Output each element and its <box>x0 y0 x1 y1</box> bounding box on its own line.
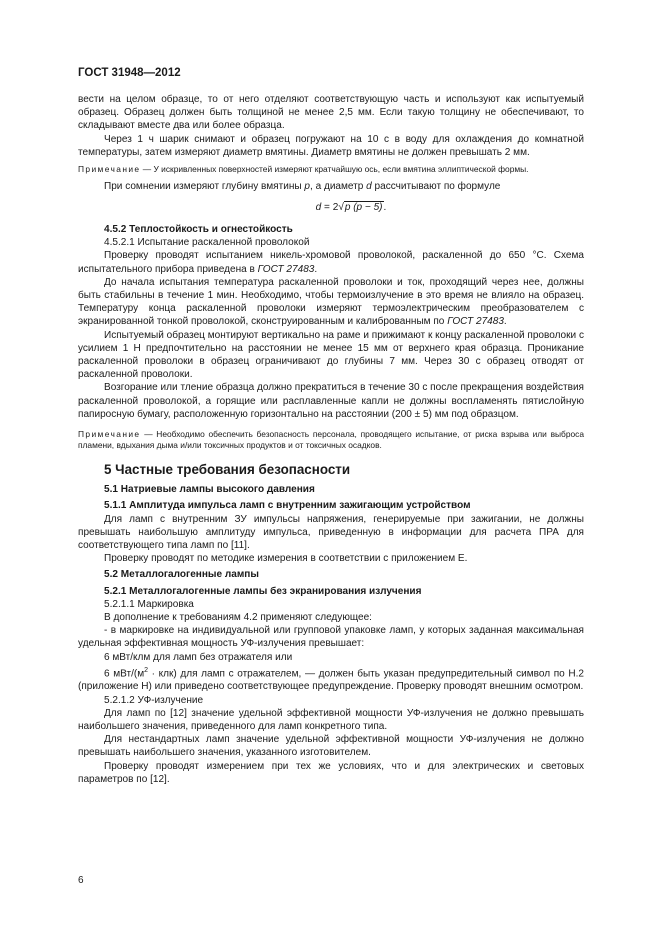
paragraph: Для ламп по [12] значение удельной эффективной мощности УФ-излучения не должно превышать наибольшего значения, приведенного для ламп конкретного типа. <box>78 707 584 732</box>
text-run: · клк) для ламп с отражателем, — должен быть указан предупредительный символ по Н.2 (приложение Н) или приведено соответствующее предупреждение. Проверку проводят внешним осмотром. <box>78 668 584 693</box>
section-heading: 5.1 Натриевые лампы высокого давления <box>104 484 315 496</box>
chapter-heading: 5 Частные требования безопасности <box>104 461 351 477</box>
paragraph <box>78 664 584 694</box>
text-run: При сомнении измеряют глубину вмятины <box>104 180 305 192</box>
paragraph <box>78 249 584 275</box>
page-body <box>78 93 584 786</box>
paragraph: Испытуемый образец монтируют вертикально на раме и прижимают к концу раскаленной проволоки с усилием 1 Н предпочтительно на расстоянии не менее 15 мм от верхнего края образца. Проникание раскаленной проволоки в образец ограничивают до глубины 7 мм. Через 30 с образец отводят от раскаленной проволоки. <box>78 329 584 381</box>
subsection-heading: 5.1.1 Амплитуда импульса ламп с внутренним зажигающим устройством <box>104 500 471 512</box>
note <box>78 429 584 452</box>
text-run: , а диаметр <box>310 180 367 192</box>
paragraph: вести на целом образце, то от него отделяют соответствующую часть и используют как испытуемый образец. Образец должен быть толщиной не менее 2,5 мм. Если такую толщину не обеспечивают, то складывают вместе два или более образца. <box>78 94 584 132</box>
paragraph: В дополнение к требованиям 4.2 применяют следующее: <box>104 612 372 623</box>
paragraph: Для ламп с внутренним ЗУ импульсы напряжения, генерируемые при зажигании, не должны превышать наибольшую амплитуду импульса, приведенную в информации для расчета ПРА для соответствующего типа ламп по [11]. <box>78 513 584 551</box>
paragraph: Через 1 ч шарик снимают и образец погружают на 10 с в воду для охлаждения до комнатной температуры, затем измеряют диаметр вмятины. Диаметр вмятины не должен превышать 2 мм. <box>78 133 584 158</box>
variable: p <box>304 180 310 192</box>
section-heading: 5.2 Металлогалогенные лампы <box>104 569 259 581</box>
section-heading: 4.5.2 Теплостойкость и огнестойкость <box>104 223 293 235</box>
formula <box>118 201 584 214</box>
note-label: Примечание <box>78 428 141 439</box>
radical-sign: √ <box>338 201 344 213</box>
standard-reference: ГОСТ 27483 <box>257 263 315 275</box>
note-text: — У искривленных поверхностей измеряют кратчайшую ось, если вмятина эллиптической формы. <box>140 164 529 175</box>
note <box>78 164 584 176</box>
page-number: 6 <box>78 875 84 886</box>
text-run: рассчитывают по формуле <box>371 180 501 192</box>
text-run: . <box>503 316 507 328</box>
subsection-heading: 5.2.1 Металлогалогенные лампы без экранирования излучения <box>104 585 422 597</box>
paragraph: 6 мВт/клм для ламп без отражателя или <box>104 651 293 663</box>
variable: d <box>366 180 372 192</box>
subsection-heading: 4.5.2.1 Испытание раскаленной проволокой <box>104 237 310 249</box>
text-run: 6 мВт/(м <box>104 668 145 680</box>
note-text: — Необходимо обеспечить безопасность персонала, проводящего испытание, от риска взрыва или выброса пламени, вдыхания дыма и/или токсичных продуктов и от токсичных осадков. <box>78 428 584 451</box>
subsection-heading: 5.2.1.1 Маркировка <box>104 598 194 610</box>
formula-coefficient: 2 <box>332 201 339 213</box>
text-run: Проверку проводят испытанием никель-хромовой проволокой, раскаленной до 650 °С. Схема испытательного прибора приведена в <box>78 250 584 275</box>
subsection-heading: 5.2.1.2 УФ-излучение <box>104 694 204 706</box>
text-run: . <box>314 263 318 275</box>
superscript: 2 <box>144 666 149 674</box>
text-run: До начала испытания температура раскаленной проволоки и ток, проходящий через нее, должны быть стабильны в течение 1 мин. Необходимо, чтобы термоизлучение в это время не влияло на образец. Температуру конца раскаленной проволоки измеряют термоэлектрическим преобразователем с экранированной тонкой проволокой, сконструированным и калиброванным по <box>78 276 584 328</box>
note-label: Примечание <box>78 164 141 175</box>
formula-equals: = <box>321 201 333 213</box>
running-header: ГОСТ 31948—2012 <box>78 67 181 79</box>
paragraph: Для нестандартных ламп значение удельной эффективной мощности УФ-излучения не должно превышать наибольшего значения, указанного изготовителем. <box>78 734 584 759</box>
paragraph: Проверку проводят по методике измерения в соответствии с приложением Е. <box>104 553 468 565</box>
paragraph: Возгорание или тление образца должно прекратиться в течение 30 с после прекращения воздействия раскаленной проволокой, а горящие или расплавленные капли не должны воспламенять пятислойную папиросную бумагу, расположенную горизонтально на расстоянии (200 ± 5) мм под образцом. <box>78 382 584 420</box>
list-item: - в маркировке на индивидуальной или групповой упаковке ламп, у которых заданная максимальная удельная эффективная мощность УФ-излучения превышает: <box>78 625 584 650</box>
formula-end: . <box>383 201 387 213</box>
formula-lhs: d <box>315 201 322 213</box>
formula-radicand: p (p − 5) <box>344 201 383 213</box>
standard-reference: ГОСТ 27483 <box>447 316 504 328</box>
paragraph <box>78 276 584 329</box>
paragraph: Проверку проводят измерением при тех же условиях, что и для электрических и световых параметров по [12]. <box>78 760 584 785</box>
paragraph <box>78 180 584 193</box>
